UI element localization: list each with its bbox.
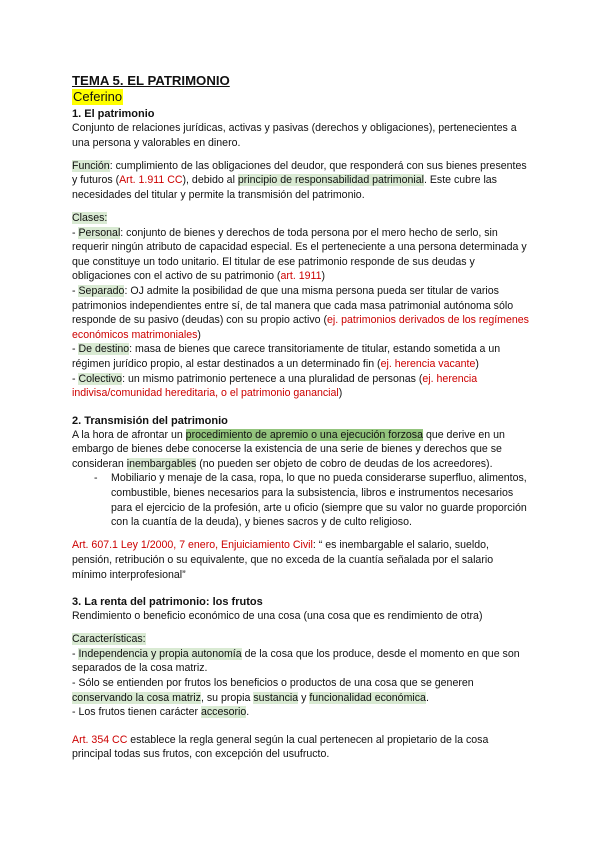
caracteristica-3: - Los frutos tienen carácter accesorio. bbox=[72, 706, 250, 719]
clase-destino: - De destino: masa de bienes que carece transitoriamente de titular, estando sometida a un régimen jurídico propio, al estar destinados a un determinado fin (ej. herencia vacante) bbox=[72, 343, 501, 370]
inembargables-list-text: Mobiliario y menaje de la casa, ropa, lo que no pueda considerarse superfluo, alimentos, combustible, bienes necesarios para la subsistencia, libros e instrumentos necesarios para el ejercicio de la profesión, arte u oficio (siempre que su valor no guarde proporción con la cuantía de la deuda), y bienes sacros y de culto religioso. bbox=[111, 472, 527, 529]
caracteristicas-label-line: Características: bbox=[72, 633, 146, 646]
funcion-paragraph: Función: cumplimiento de las obligaciones del deudor, que responderá con sus bienes presentes y futuros (Art. 1.911 CC), debido al principio de responsabilidad patrimonial. Este cubre las necesidades del titular y permite la transmisión del patrimonio. bbox=[72, 159, 527, 201]
destino-example: ej. herencia vacante bbox=[380, 357, 476, 370]
clases-label-line: Clases: bbox=[72, 211, 108, 224]
independencia-highlight: Independencia y propia autonomía bbox=[78, 647, 242, 660]
separado-example: ej. patrimonios derivados de los regímenes económicos matrimoniales bbox=[72, 314, 529, 341]
transmision-paragraph: A la hora de afrontar un procedimiento de apremio o una ejecución forzosa que derive en un embargo de bienes debe conocerse la existencia de una serie de bienes y derechos que se consideran inembargables (no pueden ser objeto de cobro de deudas de los acreedores). bbox=[72, 428, 505, 470]
document-title: TEMA 5. EL PATRIMONIO bbox=[72, 73, 230, 88]
funcion-article: Art. 1.911 CC bbox=[119, 174, 183, 187]
clases-label: Clases bbox=[72, 211, 105, 224]
conservando-highlight: conservando la cosa matriz bbox=[72, 691, 201, 704]
sustancia-highlight: sustancia bbox=[253, 691, 299, 704]
personal-label: Personal bbox=[78, 226, 121, 239]
clase-personal: - Personal: conjunto de bienes y derechos de toda persona por el mero hecho de serlo, sin requerir ningún atributo de capacidad especial. Es el perteneciente a una persona determinada y que constituye un todo unitario. El titular de ese patrimonio responde de sus deudas y obligaciones con el activo de su patrimonio (art. 1911) bbox=[72, 226, 527, 283]
cc-354-ref: Art. 354 CC bbox=[72, 733, 128, 746]
lec-article-ref: Art. 607.1 Ley 1/2000, 7 enero, Enjuiciamiento Civil bbox=[72, 539, 313, 552]
inembargables-list-item bbox=[72, 471, 530, 529]
frutos-definition: Rendimiento o beneficio económico de una cosa (una cosa que es rendimiento de otra) bbox=[72, 610, 483, 623]
separado-label: Separado bbox=[78, 284, 125, 297]
clase-colectivo: - Colectivo: un mismo patrimonio pertenece a una pluralidad de personas (ej. herencia indivisa/comunidad hereditaria, o el patrimonio ganancial) bbox=[72, 372, 478, 400]
funcion-highlight: principio de responsabilidad patrimonial bbox=[237, 174, 424, 187]
clase-separado: - Separado: OJ admite la posibilidad de que una misma persona pueda ser titular de varios patrimonios independientes entre sí, de tal manera que cada masa patrimonial autónoma sólo responde de su pasivo (deudas) con su propio activo (ej. patrimonios derivados de los regímenes económicos matrimoniales) bbox=[72, 284, 529, 341]
section-3-heading: 3. La renta del patrimonio: los frutos bbox=[72, 596, 263, 609]
apremio-highlight: procedimiento de apremio o una ejecución forzosa bbox=[185, 428, 423, 441]
lec-article-quote: Art. 607.1 Ley 1/2000, 7 enero, Enjuiciamiento Civil: “ es inembargable el salario, sueldo, pensión, retribución o su equivalente, que no exceda de la cuantía señalada por el salario mínimo interprofesional” bbox=[72, 539, 494, 581]
destino-label: De destino bbox=[78, 343, 130, 356]
accesorio-highlight: accesorio bbox=[200, 706, 247, 719]
caracteristica-2: - Sólo se entienden por frutos los beneficios o productos de una cosa que se generen conservando la cosa matriz, su propia sustancia y funcionalidad económica. bbox=[72, 677, 474, 704]
colectivo-label: Colectivo bbox=[78, 372, 123, 385]
caracteristicas-label: Características bbox=[72, 633, 143, 646]
funcionalidad-highlight: funcionalidad económica bbox=[309, 691, 426, 704]
patrimonio-definition: Conjunto de relaciones jurídicas, activas y pasivas (derechos y obligaciones), pertenecientes a una persona y valorables en dinero. bbox=[72, 122, 517, 149]
inembargables-highlight: inembargables bbox=[126, 457, 197, 470]
list-dash: - bbox=[94, 472, 98, 485]
section-2-heading: 2. Transmisión del patrimonio bbox=[72, 414, 228, 427]
cc-354-paragraph: Art. 354 CC establece la regla general según la cual pertenecen al propietario de la cosa principal todas sus frutos, con excepción del usufructo. bbox=[72, 733, 489, 761]
personal-article: art. 1911 bbox=[280, 270, 322, 283]
funcion-label: Función bbox=[72, 159, 110, 172]
colectivo-example: ej. herencia indivisa/comunidad hereditaria, o el patrimonio ganancial bbox=[72, 372, 478, 400]
author-name: Ceferino bbox=[73, 89, 123, 104]
caracteristica-1: - Independencia y propia autonomía de la cosa que los produce, desde el momento en que son separados de la cosa matriz. bbox=[72, 647, 520, 675]
section-1-heading: 1. El patrimonio bbox=[72, 108, 155, 120]
